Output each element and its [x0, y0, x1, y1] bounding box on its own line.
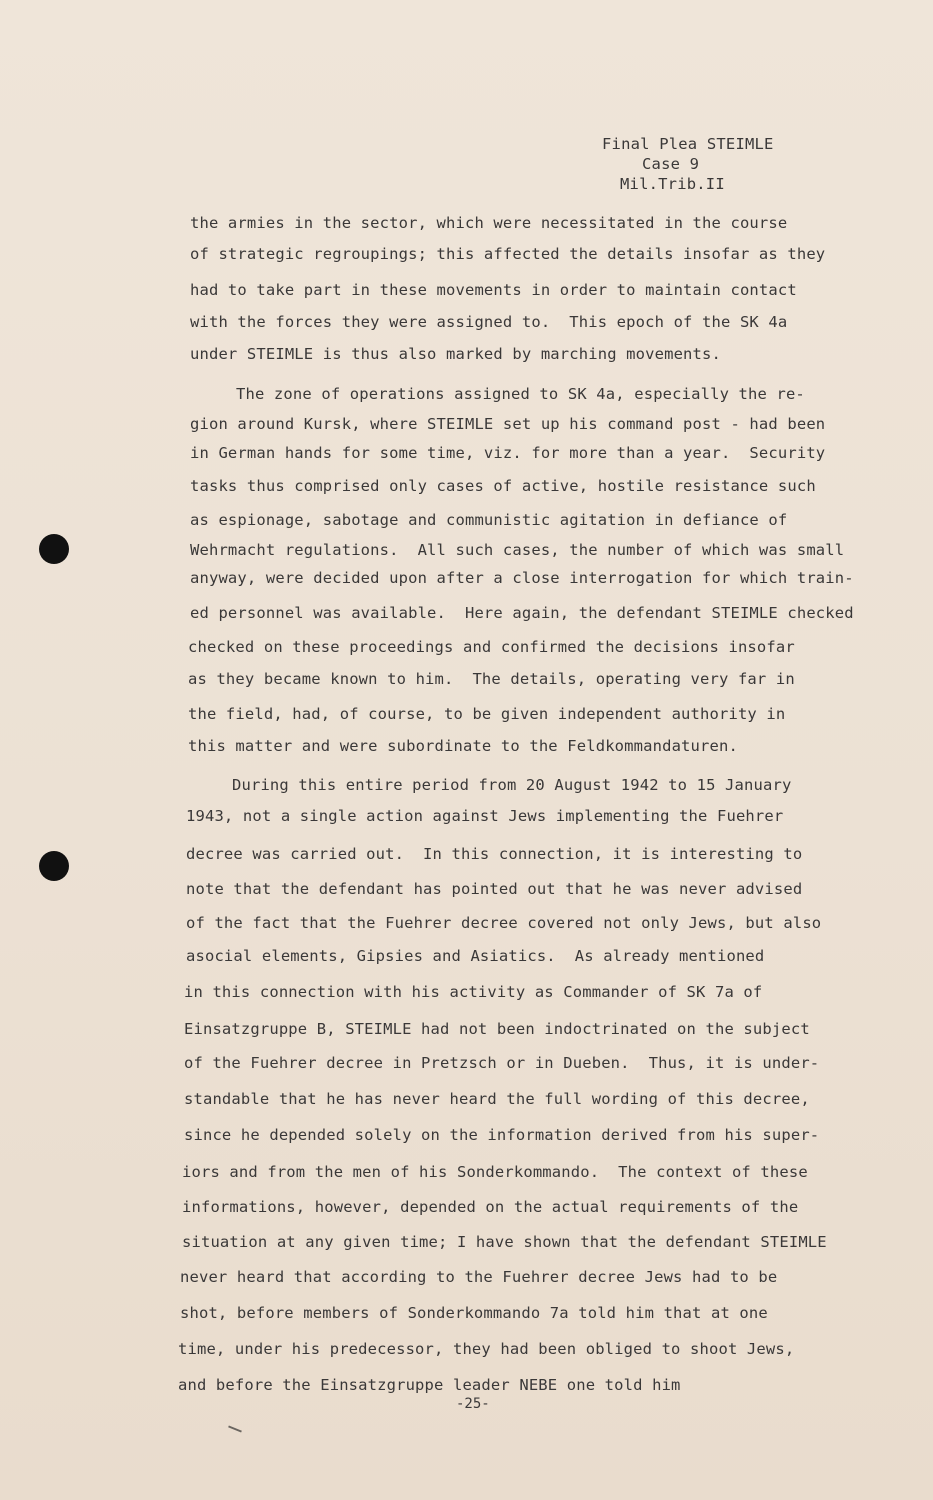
text-line: note that the defendant has pointed out that he was never advised [186, 880, 803, 898]
text-line: 1943, not a single action against Jews implementing the Fuehrer [186, 807, 784, 825]
text-line: in this connection with his activity as Commander of SK 7a of [184, 983, 763, 1001]
text-line: During this entire period from 20 August 1942 to 15 January [232, 776, 792, 794]
punch-hole-bottom [39, 851, 69, 881]
text-line: asocial elements, Gipsies and Asiatics. As already mentioned [186, 947, 765, 965]
text-line: decree was carried out. In this connection, it is interesting to [186, 845, 803, 863]
text-line: situation at any given time; I have shown that the defendant STEIMLE [182, 1233, 827, 1251]
text-line: never heard that according to the Fuehrer decree Jews had to be [180, 1268, 778, 1286]
text-line: the armies in the sector, which were necessitated in the course [190, 214, 788, 232]
text-line: gion around Kursk, where STEIMLE set up his command post - had been [190, 415, 826, 433]
text-line: this matter and were subordinate to the Feldkommandaturen. [188, 737, 738, 755]
text-line: checked on these proceedings and confirmed the decisions insofar [188, 638, 795, 656]
text-line: in German hands for some time, viz. for more than a year. Security [190, 444, 826, 462]
text-line: as espionage, sabotage and communistic agitation in defiance of [190, 511, 788, 529]
text-line: had to take part in these movements in order to maintain contact [190, 281, 797, 299]
text-line: of strategic regroupings; this affected the details insofar as they [190, 245, 826, 263]
header-case: Case 9 [642, 155, 700, 173]
text-line: as they became known to him. The details, operating very far in [188, 670, 795, 688]
text-line: under STEIMLE is thus also marked by marching movements. [190, 345, 721, 363]
document-header [602, 134, 774, 194]
text-line: anyway, were decided upon after a close interrogation for which train- [190, 569, 854, 587]
pencil-mark [228, 1425, 242, 1432]
text-line: and before the Einsatzgruppe leader NEBE one told him [178, 1376, 681, 1394]
text-line: standable that he has never heard the full wording of this decree, [184, 1090, 810, 1108]
text-line: time, under his predecessor, they had been obliged to shoot Jews, [178, 1340, 795, 1358]
text-line: informations, however, depended on the actual requirements of the [182, 1198, 799, 1216]
text-line: Einsatzgruppe B, STEIMLE had not been indoctrinated on the subject [184, 1020, 810, 1038]
text-line: shot, before members of Sonderkommando 7a told him that at one [180, 1304, 768, 1322]
text-line: with the forces they were assigned to. This epoch of the SK 4a [190, 313, 788, 331]
punch-hole-top [39, 534, 69, 564]
text-line: tasks thus comprised only cases of active, hostile resistance such [190, 477, 816, 495]
header-tribunal: Mil.Trib.II [620, 175, 725, 193]
text-line: of the fact that the Fuehrer decree covered not only Jews, but also [186, 914, 822, 932]
text-line: the field, had, of course, to be given independent authority in [188, 705, 786, 723]
page-number: -25- [456, 1396, 490, 1412]
text-line: since he depended solely on the information derived from his super- [184, 1126, 820, 1144]
text-line: of the Fuehrer decree in Pretzsch or in Dueben. Thus, it is under- [184, 1054, 820, 1072]
text-line: Wehrmacht regulations. All such cases, the number of which was small [190, 541, 845, 559]
header-title: Final Plea STEIMLE [602, 135, 774, 153]
text-line: iors and from the men of his Sonderkommando. The context of these [182, 1163, 808, 1181]
text-line: ed personnel was available. Here again, the defendant STEIMLE checked [190, 604, 854, 622]
text-line: The zone of operations assigned to SK 4a, especially the re- [236, 385, 805, 403]
